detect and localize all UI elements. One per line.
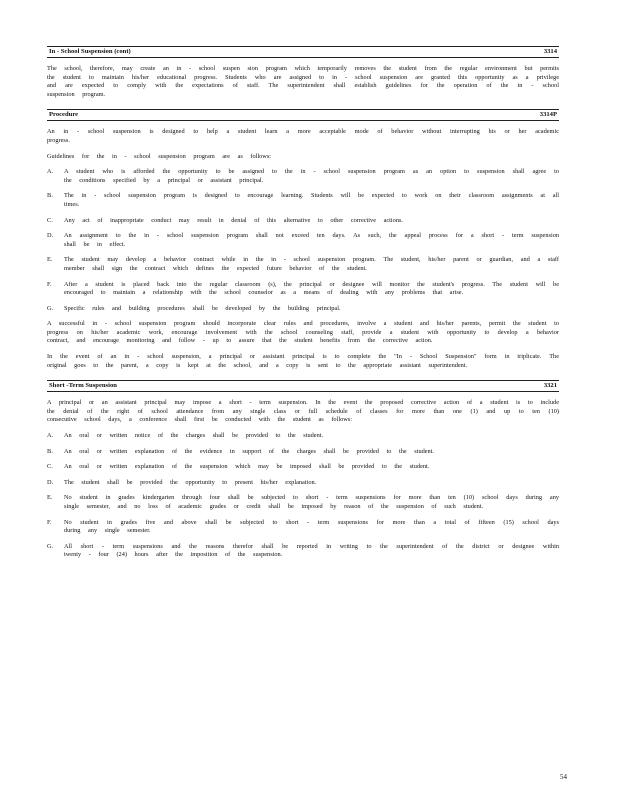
list-item	[47, 232, 559, 249]
section-title: Procedure	[49, 111, 79, 119]
document-page	[47, 46, 559, 567]
list-item	[47, 217, 559, 226]
list-item	[47, 432, 559, 441]
section-title: In - School Suspension (cont)	[49, 48, 131, 55]
list-item	[47, 168, 559, 185]
list-item	[47, 256, 559, 273]
list-item	[47, 519, 559, 536]
list-item-text: Any act of inappropriate conduct may result in denial of this alternative to other corrective actions.	[64, 216, 403, 224]
page-number: 54	[560, 773, 567, 781]
section-code: 3314	[543, 48, 557, 55]
list-item-text: An assignment to the in - school suspension program shall not exceed ten days. As such, the appeal process for a short - term suspension shall be in effect.	[64, 232, 559, 248]
list-item-letter: C.	[47, 463, 53, 471]
list-item	[47, 281, 559, 298]
list-item-letter: B.	[47, 192, 53, 200]
list-item-text: The in - school suspension program is designed to encourage learning. Students will be expected to work on their classroom assignments at all times.	[64, 192, 559, 208]
list-item-letter: E.	[47, 256, 53, 264]
list-item	[47, 192, 559, 209]
list-item	[47, 448, 559, 457]
list-item-text: A student who is afforded the opportunity to be assigned to the in - school suspension program as an option to suspension shall agree to the conditions specified by a principal or assistant principal.	[64, 168, 559, 184]
list-item-letter: D.	[47, 478, 54, 486]
section-header-short-term-suspension	[47, 380, 559, 392]
list-item-letter: F.	[47, 280, 52, 288]
section-paragraph: An in - school suspension is designed to help a student learn a more acceptable mode of behavior without interrupting his or her academic progress.	[47, 128, 559, 144]
list-item-letter: F.	[47, 518, 52, 526]
list-item	[47, 479, 559, 488]
list-item-letter: G.	[47, 304, 54, 312]
list-item-text: No student in grades five and above shall be subjected to short - term suspensions for more than a total of fifteen (15) school days during any single semester.	[64, 518, 559, 535]
section-paragraph: A successful in - school suspension program should incorporate clear rules and procedures, involve a student and his/her parents, permit the student to progress on his/her academic work, encourage involvement with the school counseling staff, provide a student with opportunity to develop a behavior contract, and encourage monitoring and follow - up to assure that the student benefits from the corrective action.	[47, 320, 559, 345]
list-item-text: The student may develop a behavior contract while in the in - school suspension program. The student, his/her parent or guardian, and a staff member shall sign the contract which defines the expected future behavior of the student.	[64, 256, 559, 272]
list-item-letter: E.	[47, 494, 53, 502]
list-item-text: No student in grades kindergarten through four shall be subjected to short - term suspensions for more than ten (10) school days during any single semester, and no loss of academic grades or credit shall be imposed by reason of the suspension of such student.	[64, 494, 559, 510]
section-paragraph: Guidelines for the in - school suspension program are as follows:	[47, 152, 272, 160]
list-item-letter: G.	[47, 542, 54, 550]
section-code: 3321	[543, 382, 557, 390]
list-item-letter: D.	[47, 232, 54, 240]
section-code: 3314P	[539, 111, 557, 119]
list-item-letter: C.	[47, 216, 53, 224]
section-header-procedure	[47, 109, 559, 121]
list-item	[47, 494, 559, 511]
list-item-text: Specific rules and building procedures shall be developed by the building principal.	[64, 304, 341, 312]
list-item-text: All short - term suspensions and the reasons therefor shall be reported in writing to the superintendent of the district or designee within twenty - four (24) hours after the imposition of the suspension.	[64, 542, 559, 559]
list-item-letter: A.	[47, 432, 54, 440]
section-title: Short -Term Suspension	[49, 382, 117, 390]
section-paragraph: A principal or an assistant principal may impose a short - term suspension. In the event the proposed corrective action of a student is to include the denial of the right of school attendance from any single class or full schedule of classes for more than one (1) and up to ten (10) consecutive school days, a conference shall first be conducted with the student as follows:	[47, 399, 559, 424]
list-item	[47, 463, 559, 472]
section-header-in-school-suspension	[47, 46, 559, 58]
list-item-letter: A.	[47, 168, 54, 176]
list-item-text: After a student is placed back into the regular classroom (s), the principal or designee will monitor the student's progress. The student will be encouraged to maintain a relationship with the school counselor as a means of dealing with any problems that arise.	[64, 280, 559, 297]
section-paragraph: The school, therefore, may create an in - school suspen sion program which temporarily removes the student from the regular environment but permits the student to maintain his/her educational progress. Students who are assigned to in - school suspension are granted this opportunity as a privilege and are expected to comply with the expectations of staff. The superintendent shall establish guidelines for the operation of the in - school suspension program.	[47, 65, 559, 98]
section-paragraph: In the event of an in - school suspension, a principal or assistant principal is to complete the "In - School Suspension" form in triplicate. The original goes to the parent, a copy is kept at the school, and a copy is sent to the appropriate assistant superintendent.	[47, 353, 559, 369]
list-item-text: An oral or written notice of the charges shall be provided to the student.	[64, 432, 324, 440]
list-item-text: The student shall be provided the opportunity to present his/her explanation.	[64, 478, 317, 486]
list-item	[47, 543, 559, 560]
list-item-letter: B.	[47, 447, 53, 455]
list-item-text: An oral or written explanation of the suspension which may be imposed shall be provided to the student.	[64, 463, 430, 471]
list-item	[47, 305, 559, 314]
list-item-text: An oral or written explanation of the evidence in support of the charges shall be provided to the student.	[64, 447, 435, 455]
